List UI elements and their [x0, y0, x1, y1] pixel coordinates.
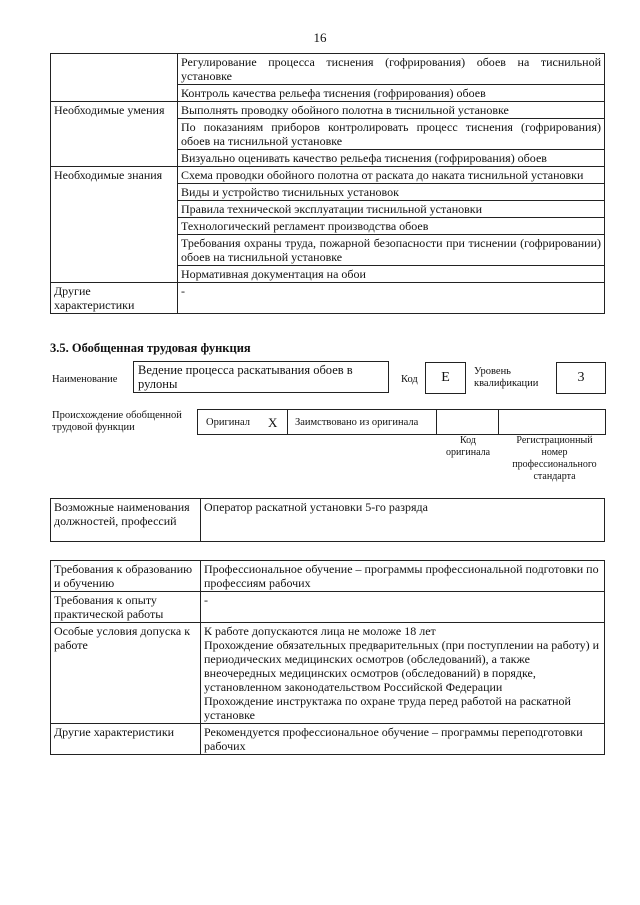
level-value: 3	[556, 362, 606, 394]
code-value: E	[425, 362, 466, 394]
name-label: Наименование	[52, 374, 118, 385]
table-cell: Технологический регламент производства обоев	[178, 218, 605, 235]
table-cell: Контроль качества рельефа тиснения (гофрирования) обоев	[178, 85, 605, 102]
positions-value: Оператор раскатной установки 5-го разряда	[201, 499, 605, 542]
requirements-table	[50, 560, 605, 755]
req-value: Рекомендуется профессиональное обучение – программы переподготовки рабочих	[201, 724, 605, 755]
level-label: Уровень квалификации	[474, 366, 539, 389]
code-caption: Код оригинала	[445, 435, 491, 458]
positions-table	[50, 498, 605, 542]
req-line: К работе допускаются лица не моложе 18 лет	[204, 624, 436, 638]
req-line: Прохождение обязательных предварительных (при поступлении на работу) и периодических медицинских осмотров (обследований), а также внеочередных медицинских осмотров (обследований) в порядке, установленном законодательством Российской Федерации	[204, 638, 600, 694]
name-value: Ведение процесса раскатывания обоев в рулоны	[133, 361, 389, 393]
table-cell: Регулирование процесса тиснения (гофрирования) обоев на тиснильной установке	[178, 54, 605, 85]
row-label	[51, 54, 178, 102]
code-label: Код	[401, 374, 418, 385]
original-mark: X	[268, 415, 278, 430]
row-label-other: Другие характеристики	[51, 283, 178, 314]
req-label: Особые условия допуска к работе	[51, 623, 201, 724]
table-cell: Схема проводки обойного полотна от раската до наката тиснильной установки	[178, 167, 605, 184]
table-cell: Нормативная документация на обои	[178, 266, 605, 283]
row-label-knowledge: Необходимые знания	[51, 167, 178, 283]
section-title: 3.5. Обобщенная трудовая функция	[50, 341, 251, 355]
divider	[498, 409, 499, 435]
table-cell: Выполнять проводку обойного полотна в тиснильной установке	[178, 102, 605, 119]
page-number: 16	[313, 30, 327, 45]
table-cell: Правила технической эксплуатации тиснильной установки	[178, 201, 605, 218]
req-value: -	[201, 592, 605, 623]
req-label: Требования к образованию и обучению	[51, 561, 201, 592]
req-value: Профессиональное обучение – программы профессиональной подготовки по профессиям рабочих	[201, 561, 605, 592]
divider	[436, 409, 437, 435]
origin-label: Происхождение обобщенной трудовой функции	[52, 410, 182, 433]
req-label: Другие характеристики	[51, 724, 201, 755]
table-cell: Требования охраны труда, пожарной безопасности при тиснении (гофрировании) обоев на тиснильной установке	[178, 235, 605, 266]
table-cell: По показаниям приборов контролировать процесс тиснения (гофрирования) обоев на тиснильной установке	[178, 119, 605, 150]
table-cell: Виды и устройство тиснильных установок	[178, 184, 605, 201]
divider	[287, 409, 288, 435]
borrowed-label: Заимствовано из оригинала	[295, 417, 419, 428]
row-label-skills: Необходимые умения	[51, 102, 178, 167]
positions-label: Возможные наименования должностей, профессий	[51, 499, 201, 542]
reg-caption: Регистрационный номер профессионального стандарта	[512, 435, 597, 482]
original-label: Оригинал	[206, 417, 250, 428]
origin-box	[197, 409, 606, 435]
table-cell: -	[178, 283, 605, 314]
skills-table	[50, 53, 605, 314]
req-line: Прохождение инструктажа по охране труда перед работой на раскатной установке	[204, 694, 571, 722]
req-value	[201, 623, 605, 724]
table-cell: Визуально оценивать качество рельефа тиснения (гофрирования) обоев	[178, 150, 605, 167]
req-label: Требования к опыту практической работы	[51, 592, 201, 623]
